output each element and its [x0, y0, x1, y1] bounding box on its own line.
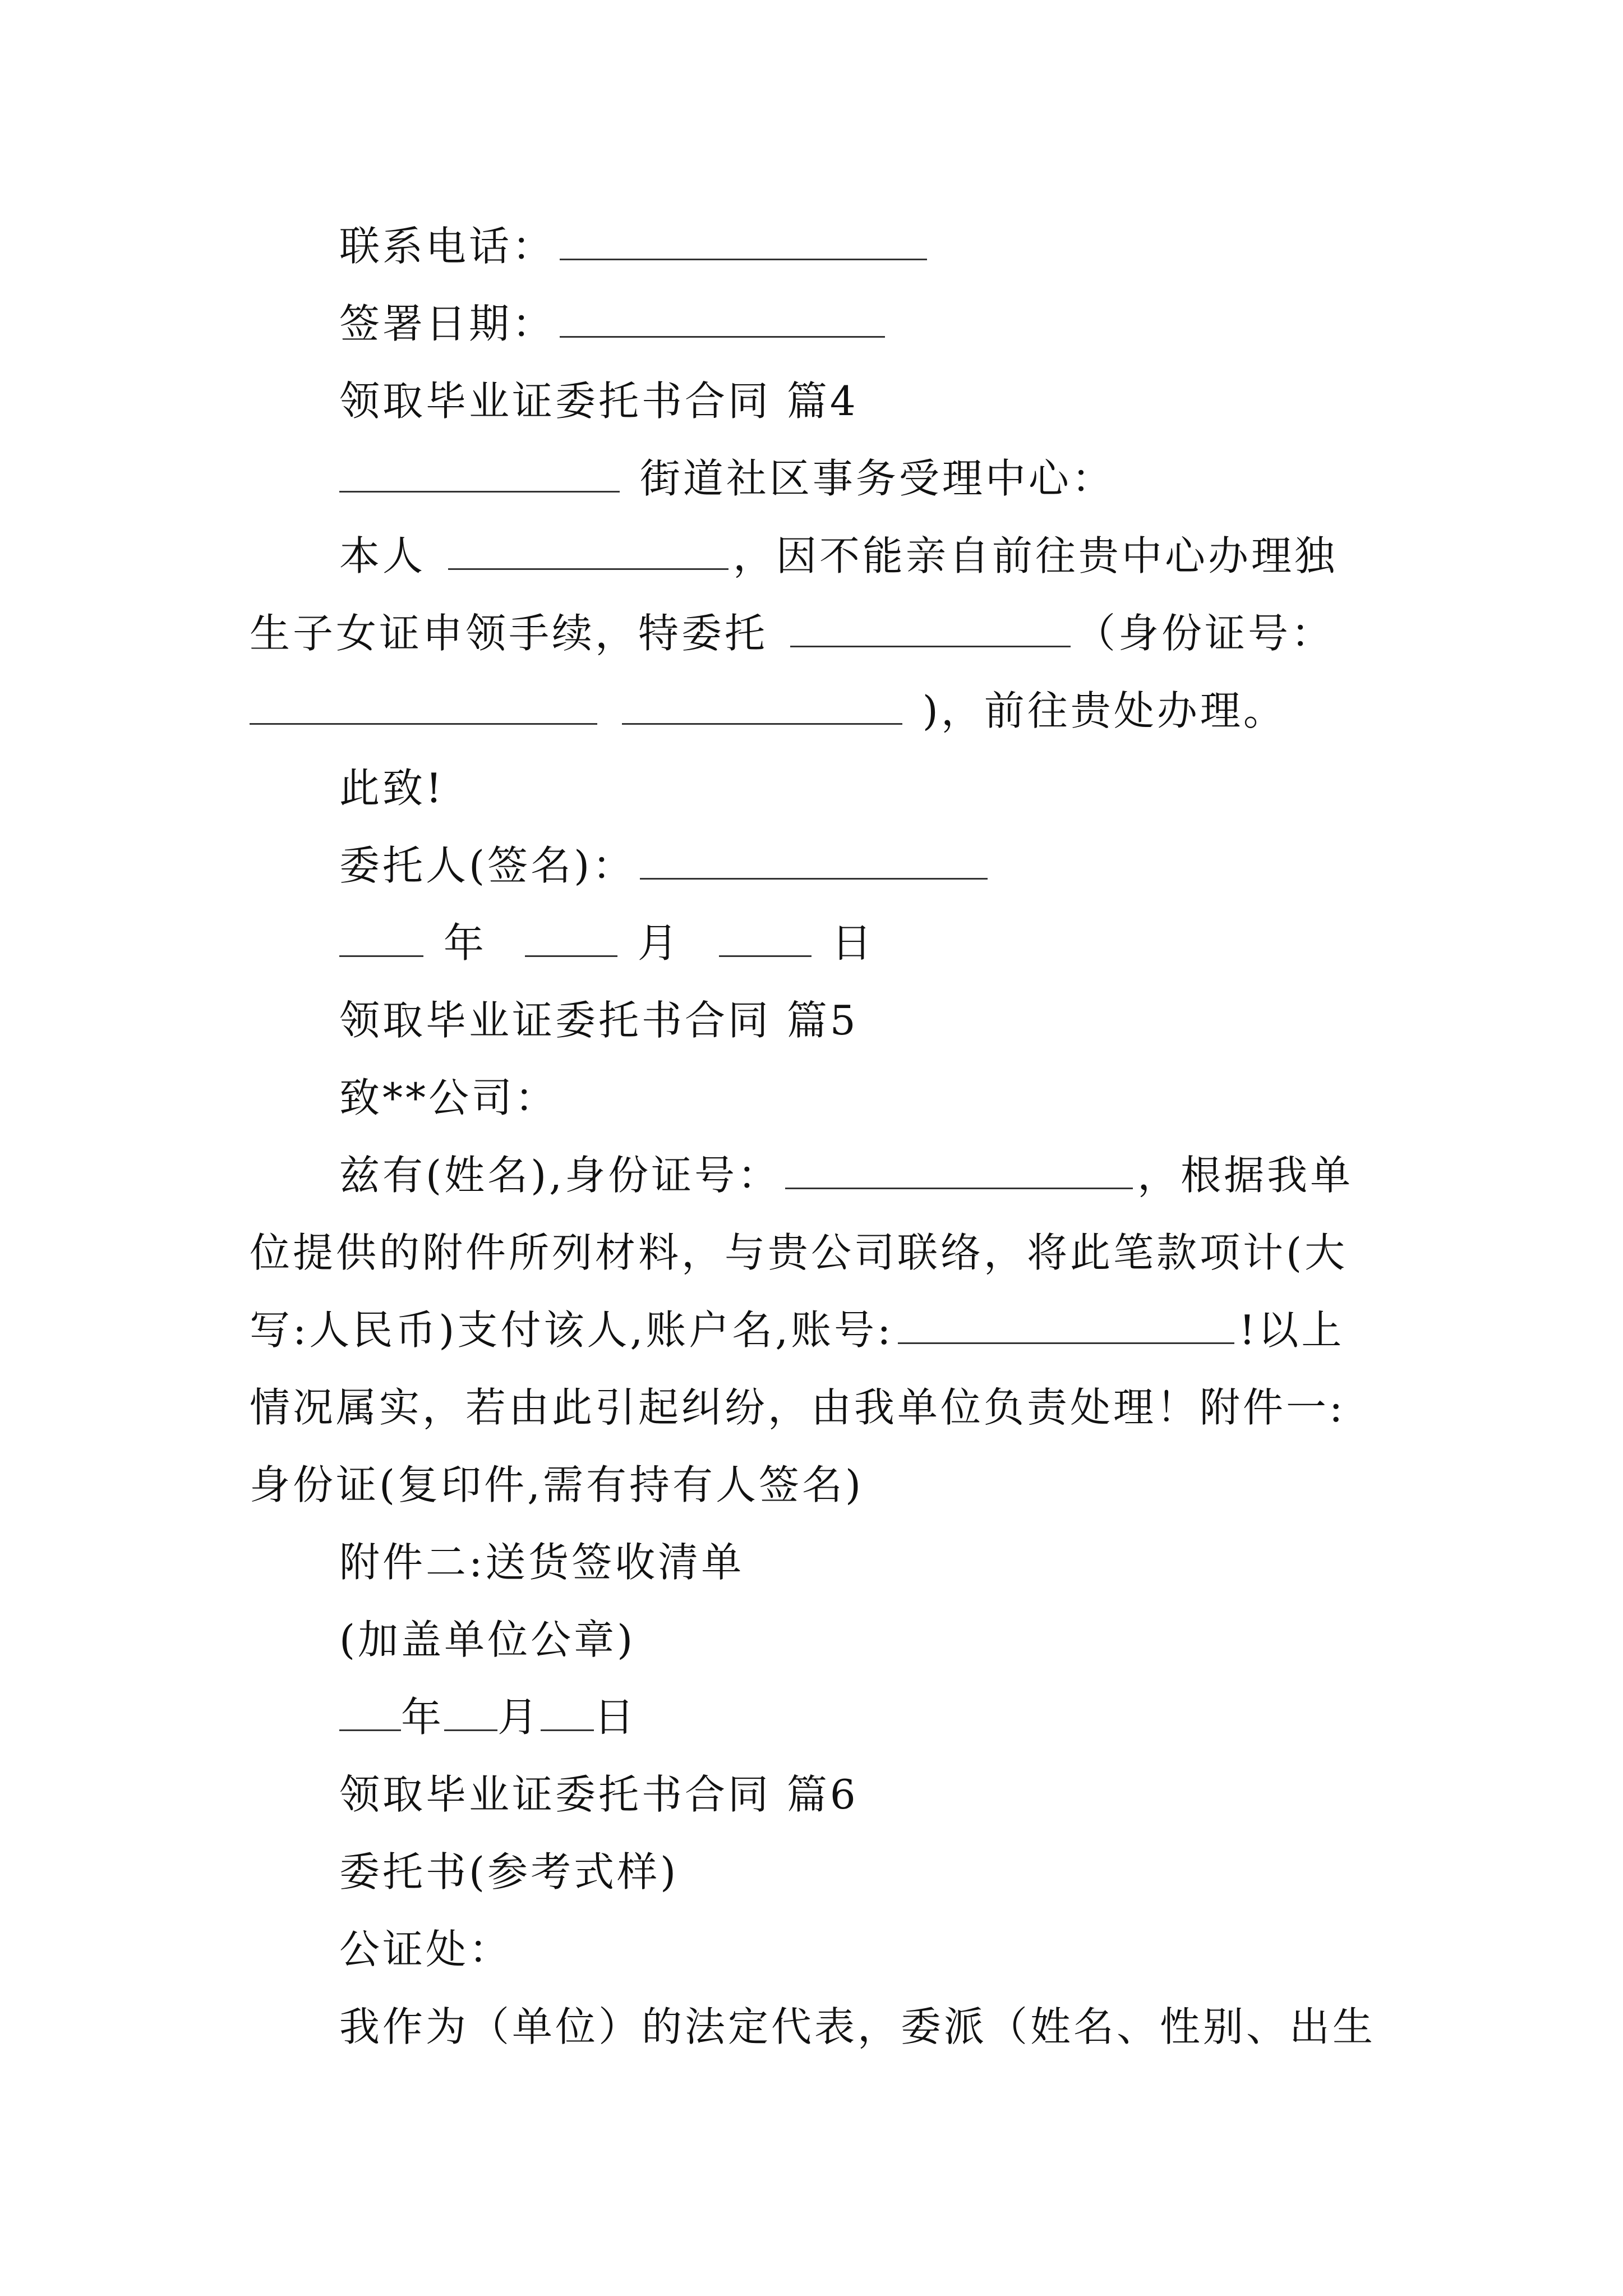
- body-line-3: [0, 672, 1623, 749]
- contact-phone-line: [0, 208, 1623, 285]
- month-blank-2: [444, 1693, 497, 1731]
- sign-date-blank: [560, 300, 885, 338]
- to-company-line: 致**公司：: [339, 1074, 559, 1121]
- body5-line-1: [0, 1137, 1623, 1214]
- body5-line-1a: 兹有(姓名),身份证号：: [339, 1152, 781, 1199]
- id-number-blank: [250, 687, 597, 725]
- body-line-1b: ，因不能亲自前往贵中心办理独: [733, 532, 1338, 579]
- signature-label: 委托人(签名)：: [339, 842, 636, 889]
- addressee-label: 街道社区事务受理中心：: [639, 455, 1115, 502]
- body5-line-1b: ，根据我单: [1137, 1152, 1354, 1199]
- year-label: 年: [443, 919, 487, 967]
- body5-line-5: 身份证(复印件,需有持有人签名): [250, 1461, 864, 1508]
- id-blank-5: [785, 1151, 1133, 1189]
- body-line-2b: （身份证号：: [1075, 610, 1335, 657]
- year-blank-2: [339, 1693, 401, 1731]
- signature-blank: [640, 841, 988, 880]
- body-line-2a: 生子女证申领手续，特委托: [250, 610, 768, 657]
- section-title-6: 领取毕业证委托书合同 篇6: [339, 1771, 859, 1818]
- sign-date-label: 签署日期：: [339, 300, 556, 347]
- body-line-1a: 本人: [339, 532, 426, 579]
- month-label: 月: [637, 919, 681, 967]
- month-blank: [525, 919, 617, 957]
- attachment-2-line: 附件二:送货签收清单: [339, 1539, 745, 1586]
- body5-line-3a: 写:人民币)支付该人,账户名,账号:: [250, 1306, 894, 1354]
- contact-phone-label: 联系电话：: [339, 223, 556, 270]
- date-line-1: [0, 904, 1623, 982]
- section-title-5: 领取毕业证委托书合同 篇5: [339, 997, 859, 1044]
- entrust-sample-title: 委托书(参考式样): [339, 1848, 679, 1895]
- body-line-1: [0, 517, 1623, 595]
- id-number-blank-2: [622, 687, 902, 725]
- month-label-2: 月: [497, 1694, 541, 1741]
- body5-line-4: 情况属实，若由此引起纠纷，由我单位负责处理！附件一:: [250, 1384, 1346, 1431]
- body6-line-1: 我作为（单位）的法定代表，委派（姓名、性别、出生: [339, 2003, 1376, 2050]
- body5-line-3: [0, 1291, 1623, 1369]
- signature-line: [0, 827, 1623, 904]
- date-line-2: [0, 1678, 1623, 1756]
- section-title-4: 领取毕业证委托书合同 篇4: [339, 378, 859, 425]
- notary-line: 公证处：: [339, 1926, 513, 1973]
- closing-line: 此致!: [339, 765, 445, 812]
- agent-name-blank: [790, 609, 1071, 647]
- day-blank-2: [541, 1693, 594, 1731]
- day-blank: [719, 919, 811, 957]
- principal-name-blank: [448, 532, 728, 570]
- sign-date-line: [0, 285, 1623, 362]
- body5-line-3b: !以上: [1239, 1306, 1345, 1354]
- addressee-line: [0, 440, 1623, 517]
- body5-line-2: 位提供的附件所列材料，与贵公司联络，将此笔款项计(大: [250, 1229, 1348, 1276]
- body-line-3-text: )，前往贵处办理。: [922, 687, 1287, 734]
- addressee-blank: [339, 454, 620, 493]
- year-label-2: 年: [401, 1694, 445, 1741]
- day-label: 日: [831, 919, 875, 967]
- year-blank: [339, 919, 423, 957]
- seal-line: (加盖单位公章): [339, 1616, 636, 1663]
- body-line-2: [0, 595, 1623, 672]
- day-label-2: 日: [594, 1694, 638, 1741]
- contact-phone-blank: [560, 222, 927, 260]
- account-blank: [898, 1306, 1234, 1344]
